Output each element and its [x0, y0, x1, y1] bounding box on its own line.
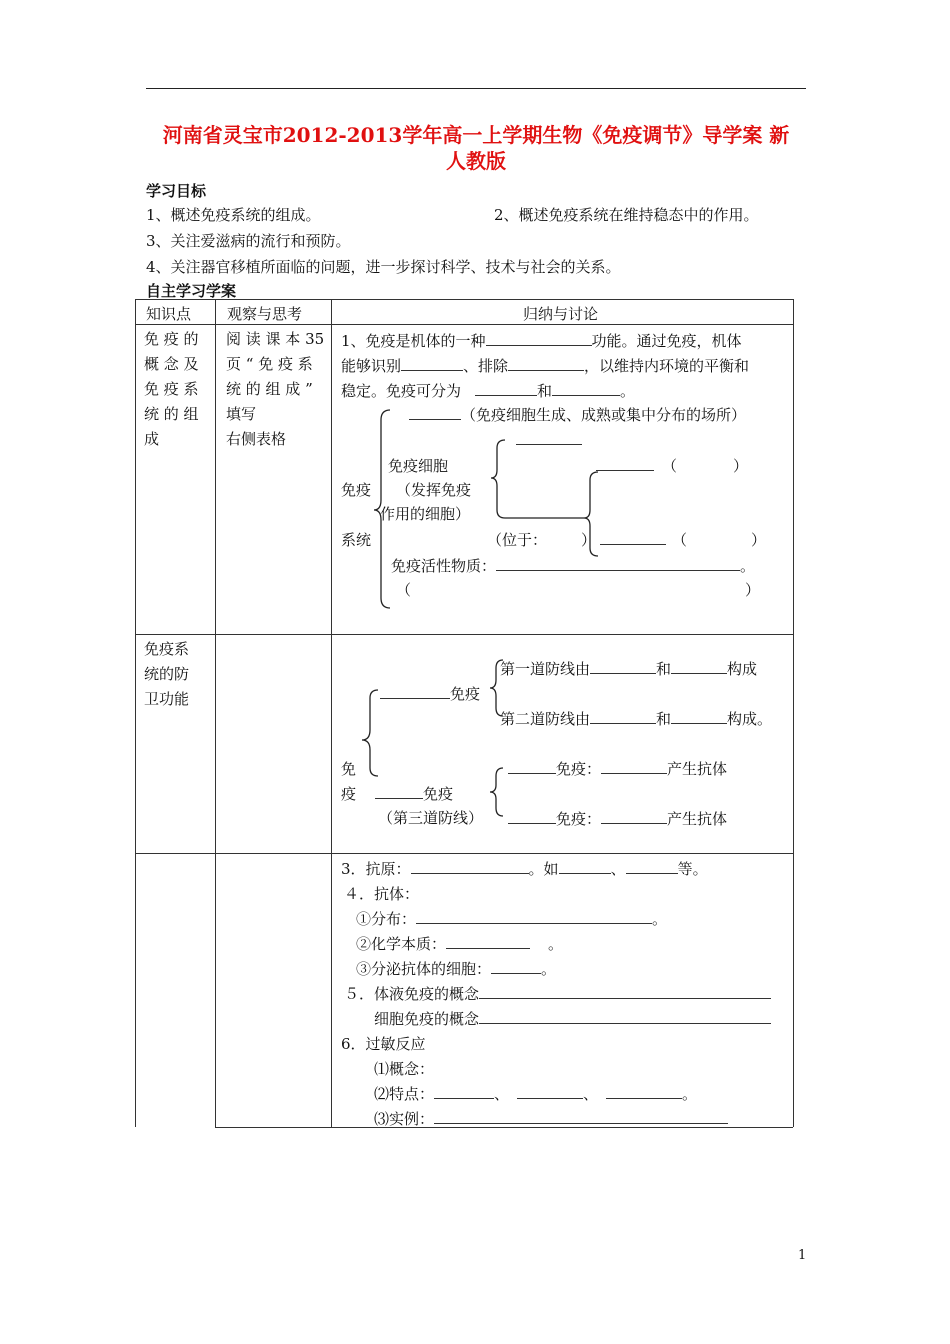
active-substance-paren: （ ） [396, 581, 761, 599]
active-substance-line: 免疫活性物质： 。 [391, 557, 756, 575]
system-label-1: 免疫 [341, 481, 372, 499]
q5-cellular: 细胞免疫的概念 [374, 1008, 771, 1029]
specific-immunity: 免疫 [375, 783, 453, 804]
q4-antibody: ４．抗体： [344, 885, 420, 903]
q4-chemical: ②化学本质： 。 [356, 935, 564, 953]
cell-branch-2: （ ） [600, 529, 766, 550]
cell-note-1: （发挥免疫 [396, 481, 472, 499]
self-study-heading: 自主学习学案 [146, 282, 237, 300]
nonspecific-immunity: 免疫 [380, 683, 480, 704]
q3-antigen: 3．抗原： 。如 、 等。 [341, 860, 708, 878]
system-label-2: 系统 [341, 531, 372, 549]
brace-specific [490, 768, 503, 816]
defense-line-2: 第二道防线由 和 构成。 [500, 710, 773, 728]
q6-concept: ⑴概念： [374, 1060, 435, 1078]
header-discuss: 归纳与讨论 [523, 305, 599, 323]
doc-title-line2: 人教版 [446, 149, 506, 173]
objectives-heading: 学习目标 [146, 182, 207, 200]
located-note: （位于： ） [487, 531, 597, 549]
defense-line-1: 第一道防线由 和 构成 [500, 660, 758, 678]
q4-distribution: ①分布： 。 [356, 910, 668, 928]
specific-row-1: 免疫： 产生抗体 [508, 758, 727, 779]
brace-immune-cells [491, 440, 505, 518]
mian-label: 免 [341, 760, 357, 778]
q6-allergy: 6．过敏反应 [341, 1035, 426, 1053]
cell-branch-1: （ ） [596, 455, 748, 476]
yi-label: 疫 [341, 785, 357, 803]
q4-secreting-cell: ③分泌抗体的细胞： 。 [356, 960, 557, 978]
objective-3: 3、关注爱滋病的流行和预防。 [146, 232, 351, 250]
objective-1: 1、概述免疫系统的组成。 [146, 206, 321, 224]
brace-immune-system [374, 410, 390, 608]
immune-cell-label: 免疫细胞 [388, 457, 449, 475]
brace-lymphocytes [584, 472, 598, 556]
page-number: 1 [798, 1248, 807, 1263]
row1-observe: 阅 读 课 本 35 页 “ 免 疫 系 统 的 组 成 ” 填写 右侧表格 [226, 330, 325, 448]
header-observe: 观察与思考 [227, 305, 303, 323]
brace-defense-lines [490, 660, 503, 716]
q1-line2: 能够识别 、排除 ，以维持内环境的平衡和 [341, 357, 750, 375]
specific-row-2: 免疫： 产生抗体 [508, 808, 727, 829]
organ-line: （免疫细胞生成、成熟或集中分布的场所） [409, 404, 746, 425]
q1-line1: 1、免疫是机体的一种 功能。通过免疫，机体 [341, 332, 742, 350]
objective-4: 4、关注器官移植所面临的问题，进一步探讨科学、技术与社会的关系。 [146, 258, 621, 276]
q6-features: ⑵特点： 、 、 。 [374, 1085, 698, 1103]
header-knowledge: 知识点 [146, 305, 192, 323]
q1-line3: 稳定。免疫可分为 和 。 [341, 382, 636, 400]
q5-humoral: ５．体液免疫的概念 [344, 983, 771, 1004]
row1-knowledge: 免 疫 的 概 念 及 免 疫 系 统 的 组 成 [144, 330, 199, 448]
third-defense-note: （第三道防线） [378, 809, 484, 827]
brace-immunity-types [362, 690, 378, 776]
doc-title-line1: 河南省灵宝市2012-2013学年高一上学期生物《免疫调节》导学案 新 [162, 123, 790, 147]
row2-knowledge: 免疫系 统的防 卫功能 [144, 640, 190, 708]
cell-note-2: 作用的细胞） [380, 505, 471, 523]
objective-2: 2、概述免疫系统在维持稳态中的作用。 [494, 206, 759, 224]
q6-example: ⑶实例： [374, 1108, 728, 1129]
